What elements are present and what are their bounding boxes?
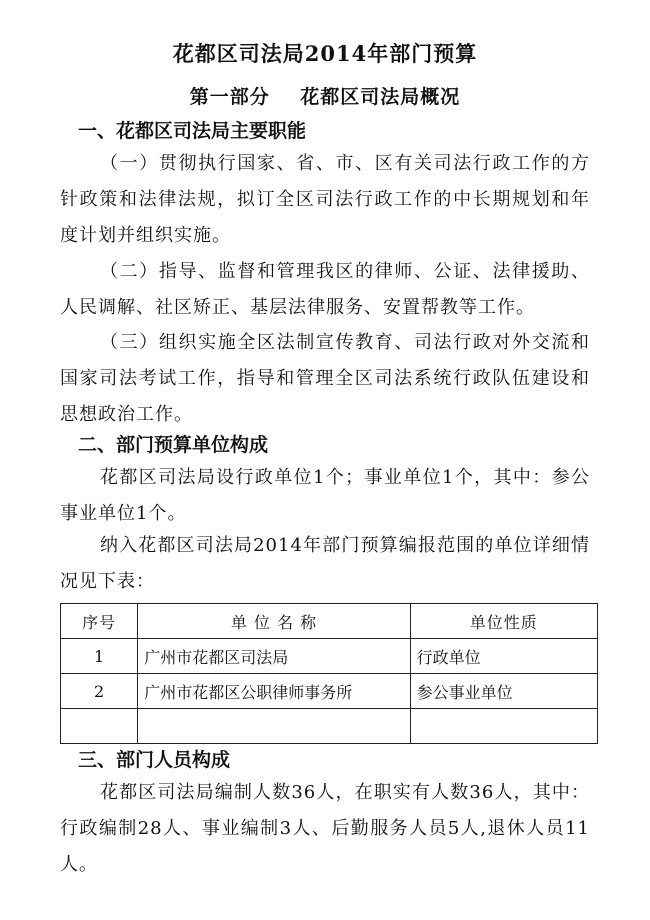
table-row — [61, 674, 598, 709]
function-paragraph-2: （二）指导、监督和管理我区的律师、公证、法律援助、人民调解、社区矫正、基层法律服务、安置帮教等工作。 — [60, 261, 590, 318]
units-table — [60, 603, 598, 744]
table-header-row — [61, 604, 598, 639]
table-row — [61, 639, 598, 674]
function-paragraph-3: （三）组织实施全区法制宣传教育、司法行政对外交流和国家司法考试工作，指导和管理全区司法系统行政队伍建设和思想政治工作。 — [60, 332, 590, 425]
table-cell: 1 — [61, 639, 138, 674]
function-paragraph-1: （一）贯彻执行国家、省、市、区有关司法行政工作的方针政策和法律法规，拟订全区司法行政工作的中长期规划和年度计划并组织实施。 — [60, 153, 590, 246]
units-paragraph-1: 花都区司法局设行政单位1个；事业单位1个，其中：参公事业单位1个。 — [60, 467, 590, 524]
table-cell — [138, 709, 410, 744]
table-cell: 广州市花都区公职律师事务所 — [138, 674, 410, 709]
table-cell — [410, 709, 597, 744]
table-header-cell: 单 位 名 称 — [138, 604, 410, 639]
document-subtitle: 第一部分 花都区司法局概况 — [189, 86, 461, 108]
table-header-cell: 单位性质 — [410, 604, 597, 639]
table-cell: 参公事业单位 — [410, 674, 597, 709]
table-cell: 行政单位 — [410, 639, 597, 674]
section-heading-functions: 一、花都区司法局主要职能 — [78, 120, 307, 142]
section-heading-staff: 三、部门人员构成 — [78, 749, 231, 771]
table-row — [61, 709, 598, 744]
table-cell — [61, 709, 138, 744]
staff-paragraph: 花都区司法局编制人数36人，在职实有人数36人，其中：行政编制28人、事业编制3人、后勤服务人员5人,退休人员11人。 — [60, 782, 590, 875]
units-paragraph-2: 纳入花都区司法局2014年部门预算编报范围的单位详细情况见下表： — [60, 535, 590, 592]
table-cell: 2 — [61, 674, 138, 709]
document-title: 花都区司法局2014年部门预算 — [172, 41, 478, 66]
section-heading-units: 二、部门预算单位构成 — [78, 434, 269, 456]
table-cell: 广州市花都区司法局 — [138, 639, 410, 674]
table-header-cell: 序号 — [61, 604, 138, 639]
